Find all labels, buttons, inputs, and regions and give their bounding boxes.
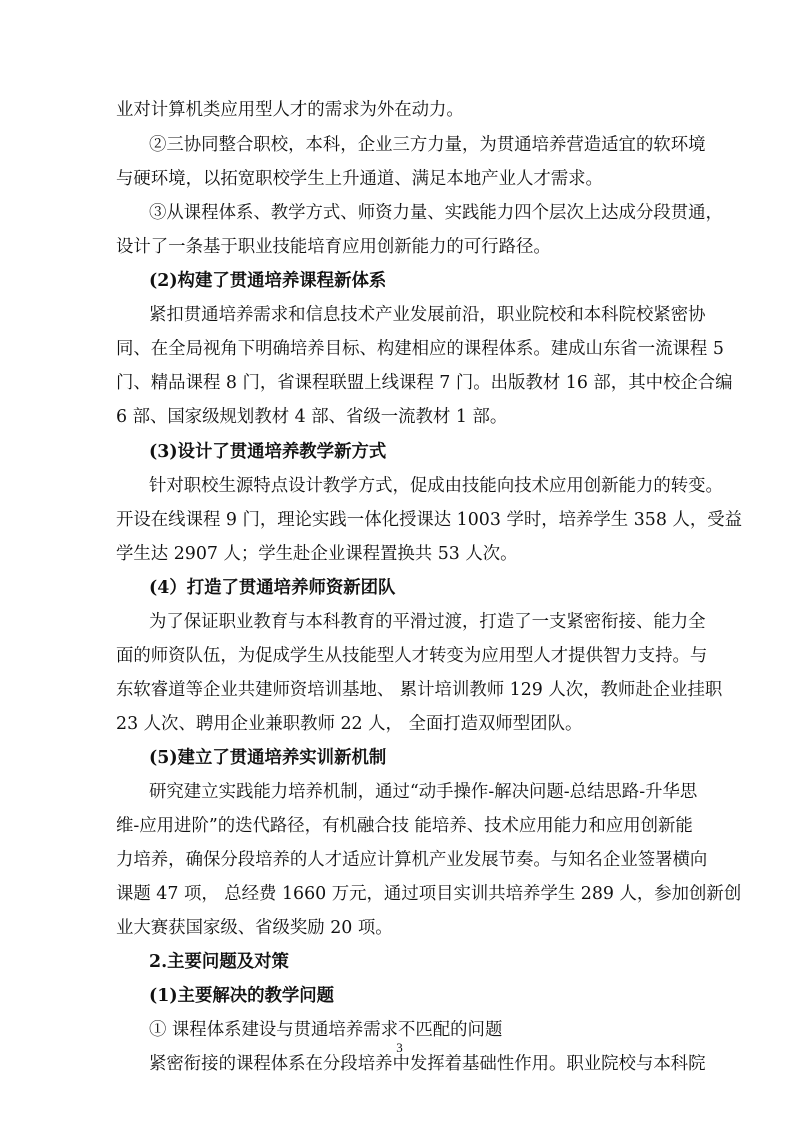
paragraph-line: 东软睿道等企业共建师资培训基地、 累计培训教师 129 人次，教师赴企业挂职 (116, 680, 723, 700)
section-heading: (5)建立了贯通培养实训新机制 (149, 748, 387, 768)
paragraph-line: 维-应用进阶”的迭代路径，有机融合技 能培养、技术应用能力和应用创新能 (116, 816, 693, 836)
paragraph-line: 同、在全局视角下明确培养目标、构建相应的课程体系。建成山东省一流课程 5 (116, 339, 724, 359)
paragraph-line: 针对职校生源特点设计教学方式，促成由技能向技术应用创新能力的转变。 (149, 476, 723, 496)
paragraph-line: ③从课程体系、教学方式、师资力量、实践能力四个层次上达成分段贯通， (149, 203, 723, 223)
paragraph-line: 开设在线课程 9 门，理论实践一体化授课达 1003 学时，培养学生 358 人，受益 (116, 510, 743, 530)
paragraph-line: ②三协同整合职校，本科，企业三方力量，为贯通培养营造适宜的软环境 (149, 135, 706, 155)
paragraph-line: 紧密衔接的课程体系在分段培养中发挥着基础性作用。职业院校与本科院 (149, 1054, 706, 1074)
paragraph-line: 紧扣贯通培养需求和信息技术产业发展前沿，职业院校和本科院校紧密协 (149, 305, 706, 325)
paragraph-line: 6 部、国家级规划教材 4 部、省级一流教材 1 部。 (116, 407, 508, 427)
section-heading: (3)设计了贯通培养教学新方式 (149, 442, 387, 462)
paragraph-line: 面的师资队伍，为促成学生从技能型人才转变为应用型人才提供智力支持。与 (116, 646, 708, 666)
paragraph-line: 业大赛获国家级、省级奖励 20 项。 (116, 918, 393, 938)
paragraph-line: 设计了一条基于职业技能培育应用创新能力的可行路径。 (116, 237, 551, 257)
page-number: 3 (396, 1040, 403, 1055)
paragraph-line: 学生达 2907 人；学生赴企业课程置换共 53 人次。 (116, 544, 518, 564)
paragraph-line: 门、精品课程 8 门，省课程联盟上线课程 7 门。出版教材 16 部，其中校企合编 (116, 373, 733, 393)
paragraph-line: 课题 47 项， 总经费 1660 万元，通过项目实训共培养学生 289 人，参加创新创 (116, 884, 742, 904)
list-item: ① 课程体系建设与贯通培养需求不匹配的问题 (149, 1020, 503, 1040)
paragraph-line: 业对计算机类应用型人才的需求为外在动力。 (116, 100, 464, 120)
section-heading: (4）打造了贯通培养师资新团队 (149, 578, 396, 598)
paragraph-line: 23 人次、聘用企业兼职教师 22 人， 全面打造双师型团队。 (116, 714, 583, 734)
paragraph-line: 研究建立实践能力培养机制，通过“动手操作-解决问题-总结思路-升华思 (149, 782, 698, 802)
paragraph-line: 力培养，确保分段培养的人才适应计算机产业发展节奏。与知名企业签署横向 (116, 850, 708, 870)
section-heading: (2)构建了贯通培养课程新体系 (149, 271, 387, 291)
paragraph-line: 为了保证职业教育与本科教育的平滑过渡，打造了一支紧密衔接、能力全 (149, 612, 706, 632)
subsection-heading: (1)主要解决的教学问题 (149, 986, 335, 1006)
paragraph-line: 与硬环境，以拓宽职校学生上升通道、满足本地产业人才需求。 (116, 169, 603, 189)
chapter-heading: 2.主要问题及对策 (149, 952, 289, 972)
